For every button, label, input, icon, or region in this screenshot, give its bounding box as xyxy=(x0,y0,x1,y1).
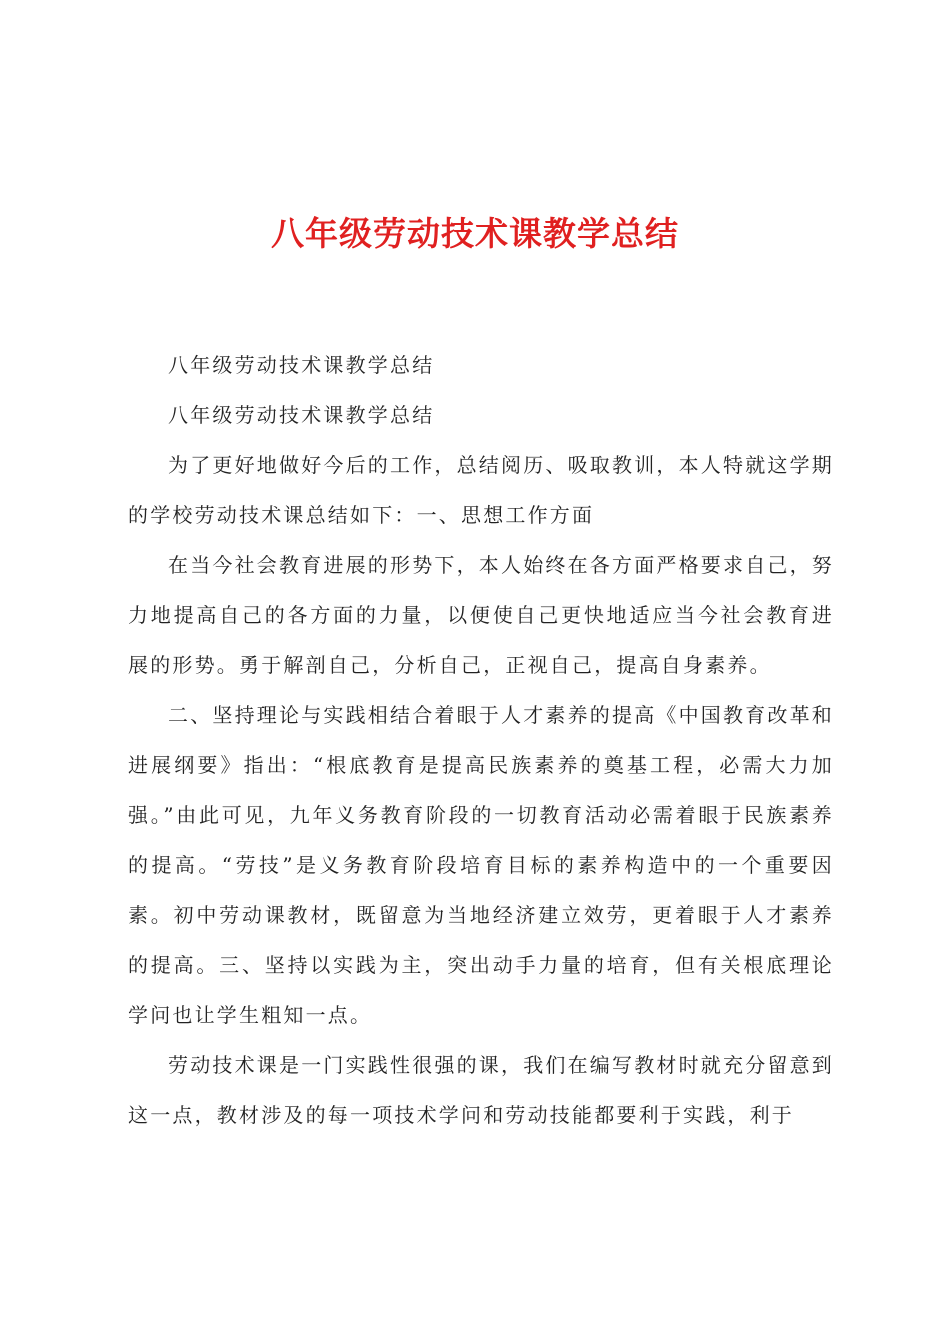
document-body xyxy=(128,340,834,1140)
paragraph-heading-2: 八年级劳动技术课教学总结 xyxy=(168,403,435,427)
paragraph-intro: 为了更好地做好今后的工作，总结阅历、吸取教训，本人特就这学期的学校劳动技术课总结如下：一、思想工作方面 xyxy=(128,453,834,527)
paragraph-thought-work: 在当今社会教育进展的形势下，本人始终在各方面严格要求自己，努力地提高自己的各方面的力量，以便使自己更快地适应当今社会教育进展的形势。勇于解剖自己，分析自己，正视自己，提高自身素养。 xyxy=(128,553,834,677)
document-title: 八年级劳动技术课教学总结 xyxy=(271,214,679,253)
paragraph-theory-practice: 二、坚持理论与实践相结合着眼于人才素养的提高《中国教育改革和进展纲要》指出：“根底教育是提高民族素养的奠基工程，必需大力加强。”由此可见，九年义务教育阶段的一切教育活动必需着眼于民族素养的提高。“劳技”是义务教育阶段培育目标的素养构造中的一个重要因素。初中劳动课教材，既留意为当地经济建立效劳，更着眼于人才素养的提高。三、坚持以实践为主，突出动手力量的培育，但有关根底理论学问也让学生粗知一点。 xyxy=(128,703,834,1027)
paragraph-practical-course: 劳动技术课是一门实践性很强的课，我们在编写教材时就充分留意到这一点，教材涉及的每一项技术学问和劳动技能都要利于实践，利于 xyxy=(128,1053,834,1127)
paragraph-heading-1: 八年级劳动技术课教学总结 xyxy=(168,353,435,377)
